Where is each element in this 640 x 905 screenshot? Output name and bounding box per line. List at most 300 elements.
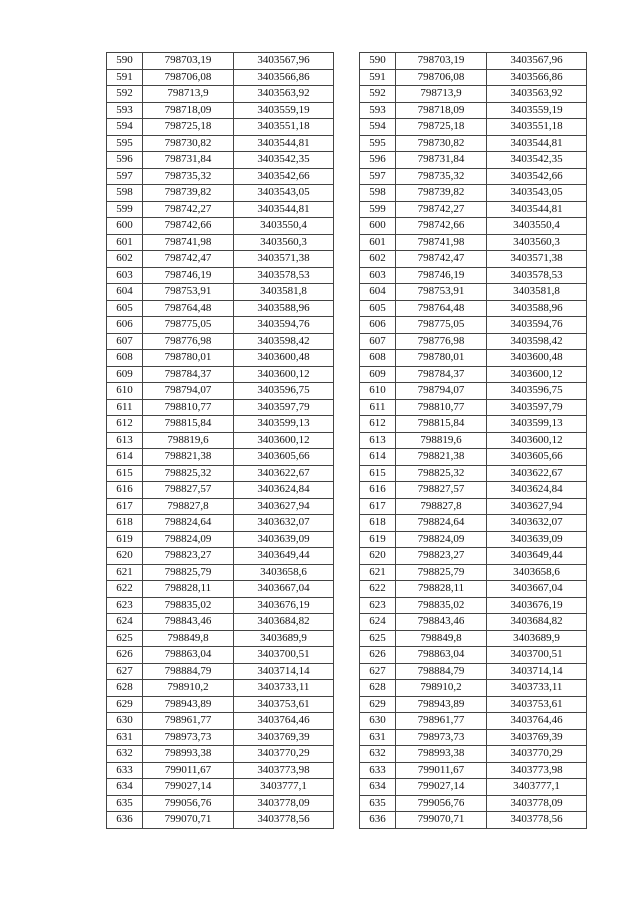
point-number-cell: 620	[107, 548, 143, 565]
y-coordinate-cell: 3403588,96	[487, 300, 587, 317]
point-number-cell: 616	[360, 482, 396, 499]
y-coordinate-cell: 3403639,09	[234, 531, 334, 548]
table-row	[360, 663, 587, 680]
x-coordinate-cell: 798825,32	[143, 465, 234, 482]
table-row	[107, 812, 334, 829]
point-number-cell: 630	[107, 713, 143, 730]
x-coordinate-cell: 798713,9	[396, 86, 487, 103]
y-coordinate-cell: 3403769,39	[487, 729, 587, 746]
table-row	[360, 251, 587, 268]
table-row	[107, 251, 334, 268]
point-number-cell: 595	[107, 135, 143, 152]
table-row	[107, 729, 334, 746]
x-coordinate-cell: 798731,84	[396, 152, 487, 169]
y-coordinate-cell: 3403599,13	[487, 416, 587, 433]
x-coordinate-cell: 798776,98	[396, 333, 487, 350]
table-row	[360, 647, 587, 664]
x-coordinate-cell: 798753,91	[396, 284, 487, 301]
x-coordinate-cell: 798764,48	[143, 300, 234, 317]
point-number-cell: 622	[107, 581, 143, 598]
x-coordinate-cell: 798863,04	[396, 647, 487, 664]
x-coordinate-cell: 798703,19	[396, 53, 487, 70]
x-coordinate-cell: 798823,27	[396, 548, 487, 565]
table-row	[107, 201, 334, 218]
table-row	[107, 663, 334, 680]
y-coordinate-cell: 3403778,09	[234, 795, 334, 812]
point-number-cell: 605	[107, 300, 143, 317]
y-coordinate-cell: 3403581,8	[487, 284, 587, 301]
table-row	[107, 614, 334, 631]
x-coordinate-cell: 799011,67	[396, 762, 487, 779]
point-number-cell: 623	[107, 597, 143, 614]
y-coordinate-cell: 3403764,46	[234, 713, 334, 730]
table-row	[360, 548, 587, 565]
point-number-cell: 598	[360, 185, 396, 202]
y-coordinate-cell: 3403567,96	[487, 53, 587, 70]
point-number-cell: 610	[107, 383, 143, 400]
table-row	[107, 630, 334, 647]
table-row	[107, 234, 334, 251]
table-row	[360, 597, 587, 614]
y-coordinate-cell: 3403764,46	[487, 713, 587, 730]
y-coordinate-cell: 3403594,76	[487, 317, 587, 334]
x-coordinate-cell: 798819,6	[143, 432, 234, 449]
point-number-cell: 601	[360, 234, 396, 251]
y-coordinate-cell: 3403542,35	[487, 152, 587, 169]
table-row	[360, 102, 587, 119]
point-number-cell: 601	[107, 234, 143, 251]
x-coordinate-cell: 799070,71	[396, 812, 487, 829]
y-coordinate-cell: 3403596,75	[487, 383, 587, 400]
table-row	[360, 119, 587, 136]
x-coordinate-cell: 798775,05	[143, 317, 234, 334]
table-row	[107, 317, 334, 334]
point-number-cell: 614	[107, 449, 143, 466]
y-coordinate-cell: 3403639,09	[487, 531, 587, 548]
table-row	[107, 168, 334, 185]
table-row	[107, 713, 334, 730]
y-coordinate-cell: 3403542,66	[234, 168, 334, 185]
point-number-cell: 605	[360, 300, 396, 317]
y-coordinate-cell: 3403624,84	[234, 482, 334, 499]
y-coordinate-cell: 3403714,14	[487, 663, 587, 680]
y-coordinate-cell: 3403543,05	[234, 185, 334, 202]
table-row	[360, 399, 587, 416]
table-body	[360, 53, 587, 829]
table-body	[107, 53, 334, 829]
x-coordinate-cell: 798739,82	[143, 185, 234, 202]
point-number-cell: 627	[360, 663, 396, 680]
x-coordinate-cell: 798824,64	[143, 515, 234, 532]
point-number-cell: 597	[360, 168, 396, 185]
x-coordinate-cell: 799027,14	[396, 779, 487, 796]
y-coordinate-cell: 3403700,51	[234, 647, 334, 664]
y-coordinate-cell: 3403560,3	[487, 234, 587, 251]
x-coordinate-cell: 798742,27	[143, 201, 234, 218]
point-number-cell: 590	[360, 53, 396, 70]
point-number-cell: 591	[107, 69, 143, 86]
x-coordinate-cell: 798849,8	[143, 630, 234, 647]
x-coordinate-cell: 798821,38	[143, 449, 234, 466]
y-coordinate-cell: 3403632,07	[487, 515, 587, 532]
point-number-cell: 624	[107, 614, 143, 631]
y-coordinate-cell: 3403667,04	[487, 581, 587, 598]
y-coordinate-cell: 3403684,82	[487, 614, 587, 631]
x-coordinate-cell: 798824,09	[143, 531, 234, 548]
y-coordinate-cell: 3403667,04	[234, 581, 334, 598]
point-number-cell: 615	[360, 465, 396, 482]
x-coordinate-cell: 798825,32	[396, 465, 487, 482]
table-row	[107, 482, 334, 499]
point-number-cell: 633	[360, 762, 396, 779]
x-coordinate-cell: 798739,82	[396, 185, 487, 202]
y-coordinate-cell: 3403676,19	[487, 597, 587, 614]
table-row	[360, 185, 587, 202]
y-coordinate-cell: 3403578,53	[487, 267, 587, 284]
table-row	[360, 779, 587, 796]
point-number-cell: 626	[107, 647, 143, 664]
point-number-cell: 616	[107, 482, 143, 499]
point-number-cell: 612	[107, 416, 143, 433]
y-coordinate-cell: 3403658,6	[234, 564, 334, 581]
x-coordinate-cell: 798821,38	[396, 449, 487, 466]
x-coordinate-cell: 798943,89	[143, 696, 234, 713]
x-coordinate-cell: 798735,32	[396, 168, 487, 185]
x-coordinate-cell: 798731,84	[143, 152, 234, 169]
table-row	[107, 449, 334, 466]
y-coordinate-cell: 3403598,42	[487, 333, 587, 350]
y-coordinate-cell: 3403542,35	[234, 152, 334, 169]
y-coordinate-cell: 3403560,3	[234, 234, 334, 251]
x-coordinate-cell: 798863,04	[143, 647, 234, 664]
y-coordinate-cell: 3403544,81	[487, 135, 587, 152]
x-coordinate-cell: 798825,79	[143, 564, 234, 581]
table-row	[107, 416, 334, 433]
point-number-cell: 610	[360, 383, 396, 400]
point-number-cell: 634	[107, 779, 143, 796]
y-coordinate-cell: 3403778,09	[487, 795, 587, 812]
x-coordinate-cell: 798780,01	[396, 350, 487, 367]
x-coordinate-cell: 798730,82	[143, 135, 234, 152]
x-coordinate-cell: 798725,18	[143, 119, 234, 136]
y-coordinate-cell: 3403753,61	[487, 696, 587, 713]
table-row	[360, 300, 587, 317]
x-coordinate-cell: 798706,08	[143, 69, 234, 86]
point-number-cell: 600	[107, 218, 143, 235]
y-coordinate-cell: 3403689,9	[234, 630, 334, 647]
point-number-cell: 636	[107, 812, 143, 829]
table-row	[107, 284, 334, 301]
x-coordinate-cell: 798815,84	[143, 416, 234, 433]
x-coordinate-cell: 798713,9	[143, 86, 234, 103]
table-row	[107, 762, 334, 779]
point-number-cell: 629	[360, 696, 396, 713]
table-row	[107, 548, 334, 565]
table-row	[107, 218, 334, 235]
x-coordinate-cell: 798742,47	[143, 251, 234, 268]
point-number-cell: 621	[107, 564, 143, 581]
y-coordinate-cell: 3403684,82	[234, 614, 334, 631]
table-row	[107, 597, 334, 614]
y-coordinate-cell: 3403627,94	[234, 498, 334, 515]
coordinates-table-right	[359, 52, 587, 829]
point-number-cell: 632	[107, 746, 143, 763]
table-row	[360, 432, 587, 449]
x-coordinate-cell: 798742,66	[143, 218, 234, 235]
y-coordinate-cell: 3403567,96	[234, 53, 334, 70]
x-coordinate-cell: 798776,98	[143, 333, 234, 350]
x-coordinate-cell: 798884,79	[143, 663, 234, 680]
point-number-cell: 626	[360, 647, 396, 664]
table-row	[360, 168, 587, 185]
table-row	[360, 630, 587, 647]
table-row	[107, 102, 334, 119]
point-number-cell: 599	[107, 201, 143, 218]
y-coordinate-cell: 3403605,66	[234, 449, 334, 466]
y-coordinate-cell: 3403649,44	[234, 548, 334, 565]
x-coordinate-cell: 798824,09	[396, 531, 487, 548]
point-number-cell: 618	[360, 515, 396, 532]
y-coordinate-cell: 3403778,56	[234, 812, 334, 829]
x-coordinate-cell: 798823,27	[143, 548, 234, 565]
point-number-cell: 595	[360, 135, 396, 152]
x-coordinate-cell: 798973,73	[396, 729, 487, 746]
table-row	[360, 713, 587, 730]
x-coordinate-cell: 798753,91	[143, 284, 234, 301]
point-number-cell: 603	[107, 267, 143, 284]
table-row	[360, 795, 587, 812]
point-number-cell: 600	[360, 218, 396, 235]
table-row	[360, 350, 587, 367]
x-coordinate-cell: 798849,8	[396, 630, 487, 647]
x-coordinate-cell: 798993,38	[143, 746, 234, 763]
point-number-cell: 604	[107, 284, 143, 301]
table-row	[107, 152, 334, 169]
table-row	[107, 300, 334, 317]
point-number-cell: 593	[107, 102, 143, 119]
x-coordinate-cell: 798706,08	[396, 69, 487, 86]
y-coordinate-cell: 3403571,38	[234, 251, 334, 268]
y-coordinate-cell: 3403773,98	[487, 762, 587, 779]
point-number-cell: 619	[360, 531, 396, 548]
x-coordinate-cell: 798973,73	[143, 729, 234, 746]
table-row	[107, 779, 334, 796]
y-coordinate-cell: 3403563,92	[234, 86, 334, 103]
y-coordinate-cell: 3403778,56	[487, 812, 587, 829]
y-coordinate-cell: 3403600,12	[234, 366, 334, 383]
table-row	[360, 696, 587, 713]
y-coordinate-cell: 3403632,07	[234, 515, 334, 532]
x-coordinate-cell: 798961,77	[143, 713, 234, 730]
y-coordinate-cell: 3403777,1	[487, 779, 587, 796]
point-number-cell: 594	[107, 119, 143, 136]
x-coordinate-cell: 798993,38	[396, 746, 487, 763]
y-coordinate-cell: 3403596,75	[234, 383, 334, 400]
point-number-cell: 625	[360, 630, 396, 647]
y-coordinate-cell: 3403571,38	[487, 251, 587, 268]
x-coordinate-cell: 798730,82	[396, 135, 487, 152]
table-row	[107, 135, 334, 152]
y-coordinate-cell: 3403689,9	[487, 630, 587, 647]
point-number-cell: 611	[360, 399, 396, 416]
table-row	[360, 218, 587, 235]
x-coordinate-cell: 798742,47	[396, 251, 487, 268]
point-number-cell: 603	[360, 267, 396, 284]
point-number-cell: 623	[360, 597, 396, 614]
y-coordinate-cell: 3403566,86	[487, 69, 587, 86]
table-row	[360, 449, 587, 466]
x-coordinate-cell: 799070,71	[143, 812, 234, 829]
point-number-cell: 636	[360, 812, 396, 829]
y-coordinate-cell: 3403777,1	[234, 779, 334, 796]
point-number-cell: 617	[360, 498, 396, 515]
y-coordinate-cell: 3403543,05	[487, 185, 587, 202]
point-number-cell: 612	[360, 416, 396, 433]
point-number-cell: 627	[107, 663, 143, 680]
point-number-cell: 611	[107, 399, 143, 416]
y-coordinate-cell: 3403550,4	[234, 218, 334, 235]
coordinates-table-left	[106, 52, 334, 829]
table-row	[107, 383, 334, 400]
point-number-cell: 615	[107, 465, 143, 482]
x-coordinate-cell: 798784,37	[143, 366, 234, 383]
table-row	[360, 581, 587, 598]
x-coordinate-cell: 798794,07	[143, 383, 234, 400]
x-coordinate-cell: 798718,09	[396, 102, 487, 119]
table-row	[107, 696, 334, 713]
y-coordinate-cell: 3403578,53	[234, 267, 334, 284]
y-coordinate-cell: 3403676,19	[234, 597, 334, 614]
point-number-cell: 609	[360, 366, 396, 383]
x-coordinate-cell: 798815,84	[396, 416, 487, 433]
point-number-cell: 624	[360, 614, 396, 631]
point-number-cell: 633	[107, 762, 143, 779]
point-number-cell: 629	[107, 696, 143, 713]
table-row	[360, 812, 587, 829]
y-coordinate-cell: 3403544,81	[487, 201, 587, 218]
x-coordinate-cell: 798943,89	[396, 696, 487, 713]
table-row	[360, 267, 587, 284]
table-row	[107, 267, 334, 284]
point-number-cell: 592	[107, 86, 143, 103]
x-coordinate-cell: 798780,01	[143, 350, 234, 367]
x-coordinate-cell: 798746,19	[143, 267, 234, 284]
y-coordinate-cell: 3403542,66	[487, 168, 587, 185]
x-coordinate-cell: 798961,77	[396, 713, 487, 730]
table-row	[360, 284, 587, 301]
point-number-cell: 593	[360, 102, 396, 119]
x-coordinate-cell: 798825,79	[396, 564, 487, 581]
table-row	[107, 498, 334, 515]
point-number-cell: 602	[107, 251, 143, 268]
table-row	[107, 581, 334, 598]
x-coordinate-cell: 798910,2	[396, 680, 487, 697]
table-row	[107, 333, 334, 350]
x-coordinate-cell: 799056,76	[396, 795, 487, 812]
point-number-cell: 608	[107, 350, 143, 367]
x-coordinate-cell: 798742,66	[396, 218, 487, 235]
y-coordinate-cell: 3403773,98	[234, 762, 334, 779]
table-row	[107, 746, 334, 763]
x-coordinate-cell: 798725,18	[396, 119, 487, 136]
table-row	[107, 795, 334, 812]
y-coordinate-cell: 3403700,51	[487, 647, 587, 664]
x-coordinate-cell: 798775,05	[396, 317, 487, 334]
y-coordinate-cell: 3403594,76	[234, 317, 334, 334]
x-coordinate-cell: 798843,46	[396, 614, 487, 631]
point-number-cell: 590	[107, 53, 143, 70]
x-coordinate-cell: 798764,48	[396, 300, 487, 317]
point-number-cell: 613	[360, 432, 396, 449]
x-coordinate-cell: 799056,76	[143, 795, 234, 812]
y-coordinate-cell: 3403714,14	[234, 663, 334, 680]
table-row	[360, 531, 587, 548]
table-row	[360, 482, 587, 499]
y-coordinate-cell: 3403581,8	[234, 284, 334, 301]
y-coordinate-cell: 3403624,84	[487, 482, 587, 499]
table-row	[360, 69, 587, 86]
point-number-cell: 607	[360, 333, 396, 350]
y-coordinate-cell: 3403622,67	[487, 465, 587, 482]
table-row	[107, 53, 334, 70]
x-coordinate-cell: 798843,46	[143, 614, 234, 631]
point-number-cell: 604	[360, 284, 396, 301]
point-number-cell: 631	[107, 729, 143, 746]
table-row	[360, 234, 587, 251]
point-number-cell: 602	[360, 251, 396, 268]
table-row	[360, 498, 587, 515]
y-coordinate-cell: 3403550,4	[487, 218, 587, 235]
x-coordinate-cell: 798835,02	[143, 597, 234, 614]
point-number-cell: 635	[360, 795, 396, 812]
y-coordinate-cell: 3403597,79	[234, 399, 334, 416]
table-row	[360, 564, 587, 581]
table-row	[360, 135, 587, 152]
table-row	[360, 152, 587, 169]
point-number-cell: 592	[360, 86, 396, 103]
x-coordinate-cell: 798835,02	[396, 597, 487, 614]
point-number-cell: 619	[107, 531, 143, 548]
x-coordinate-cell: 798827,57	[396, 482, 487, 499]
y-coordinate-cell: 3403770,29	[234, 746, 334, 763]
x-coordinate-cell: 798794,07	[396, 383, 487, 400]
point-number-cell: 606	[360, 317, 396, 334]
point-number-cell: 596	[360, 152, 396, 169]
point-number-cell: 609	[107, 366, 143, 383]
y-coordinate-cell: 3403753,61	[234, 696, 334, 713]
y-coordinate-cell: 3403551,18	[487, 119, 587, 136]
table-row	[360, 729, 587, 746]
y-coordinate-cell: 3403563,92	[487, 86, 587, 103]
table-row	[360, 86, 587, 103]
table-row	[107, 119, 334, 136]
table-row	[107, 185, 334, 202]
point-number-cell: 622	[360, 581, 396, 598]
table-row	[360, 614, 587, 631]
point-number-cell: 618	[107, 515, 143, 532]
y-coordinate-cell: 3403733,11	[234, 680, 334, 697]
y-coordinate-cell: 3403770,29	[487, 746, 587, 763]
point-number-cell: 635	[107, 795, 143, 812]
table-row	[107, 465, 334, 482]
table-row	[360, 383, 587, 400]
x-coordinate-cell: 798824,64	[396, 515, 487, 532]
point-number-cell: 606	[107, 317, 143, 334]
y-coordinate-cell: 3403600,12	[234, 432, 334, 449]
x-coordinate-cell: 798910,2	[143, 680, 234, 697]
table-row	[360, 680, 587, 697]
table-row	[107, 531, 334, 548]
